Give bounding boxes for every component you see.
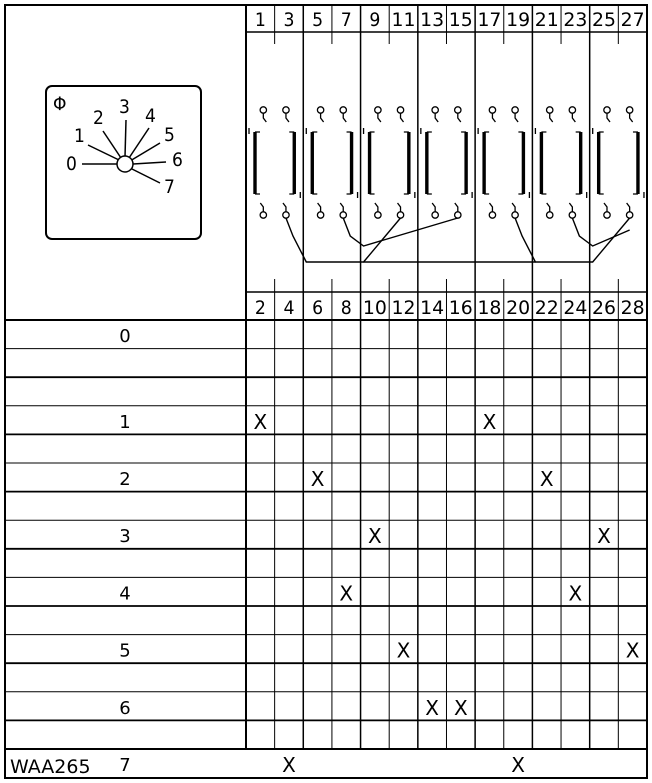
contact-closed-mark: X	[539, 467, 554, 491]
contact-bridge-wiring	[286, 218, 630, 262]
bottom-terminal-labels	[255, 297, 645, 319]
terminal-ring	[340, 107, 346, 113]
dial-position-label-1: 1	[74, 125, 85, 147]
contact-element	[478, 107, 529, 218]
terminal-lead	[398, 203, 401, 212]
terminal-ring	[604, 107, 610, 113]
bottom-terminal-number: 10	[362, 297, 387, 319]
terminal-lead	[547, 203, 550, 212]
position-label: 2	[119, 469, 131, 490]
terminal-ring	[432, 107, 438, 113]
terminal-ring	[317, 107, 323, 113]
terminal-lead	[435, 113, 438, 122]
bridge-wire	[572, 218, 629, 246]
terminal-lead	[401, 113, 404, 122]
contact-element	[249, 107, 300, 218]
table-row	[119, 524, 611, 548]
terminal-lead	[432, 203, 435, 212]
terminal-ring	[283, 107, 289, 113]
terminal-ring	[260, 107, 266, 113]
position-label: 0	[119, 326, 131, 347]
contact-closed-mark: X	[511, 753, 525, 777]
terminal-lead	[455, 203, 458, 212]
terminal-ring	[512, 212, 518, 218]
contact-element	[364, 107, 415, 218]
contact-closed-mark: X	[253, 409, 268, 434]
top-terminal-number: 17	[477, 9, 502, 31]
contact-closed-mark: X	[625, 638, 640, 663]
terminal-lead	[378, 113, 381, 122]
top-terminal-labels	[255, 9, 645, 31]
contact-closed-mark: X	[597, 524, 611, 549]
top-terminal-number: 15	[448, 9, 473, 31]
terminal-ring	[375, 212, 381, 218]
contact-elements	[249, 107, 644, 218]
contact-closed-mark: X	[368, 524, 382, 549]
top-terminal-number: 11	[391, 9, 416, 31]
terminal-lead	[343, 113, 346, 122]
terminal-lead	[512, 203, 515, 212]
contact-closed-mark: X	[339, 581, 354, 606]
dial-center-knob	[117, 156, 133, 172]
terminal-ring	[547, 107, 553, 113]
terminal-lead	[283, 203, 286, 212]
terminal-lead	[515, 113, 518, 122]
terminal-lead	[318, 203, 321, 212]
contact-element	[306, 107, 357, 218]
terminal-lead	[321, 113, 324, 122]
terminal-ring	[375, 107, 381, 113]
contact-closed-mark: X	[282, 753, 296, 777]
terminal-lead	[286, 113, 289, 122]
terminal-ring	[397, 212, 403, 218]
bottom-terminal-number: 8	[340, 297, 352, 319]
terminal-ring	[489, 107, 495, 113]
contact-closed-mark: X	[482, 409, 497, 434]
terminal-lead	[569, 203, 572, 212]
contact-closed-mark: X	[425, 695, 440, 720]
position-table	[119, 326, 640, 777]
terminal-lead	[458, 113, 461, 122]
contact-closed-mark: X	[310, 467, 325, 491]
bottom-terminal-number: 6	[312, 297, 324, 319]
table-row	[119, 326, 130, 347]
bottom-terminal-number: 28	[620, 297, 645, 319]
terminal-lead	[550, 113, 553, 122]
contact-closed-mark: X	[396, 638, 411, 663]
top-terminal-number: 5	[312, 9, 324, 31]
dial-position-label-7: 7	[164, 176, 175, 198]
contact-element	[535, 107, 586, 218]
terminal-ring	[397, 107, 403, 113]
top-terminal-number: 27	[620, 9, 645, 31]
bottom-terminal-number: 14	[420, 297, 445, 319]
terminal-ring	[489, 212, 495, 218]
bottom-terminal-number: 22	[534, 297, 559, 319]
dial-phi-symbol: Φ	[53, 93, 67, 115]
bottom-terminal-number: 26	[592, 297, 616, 319]
rotary-dial-symbol	[46, 86, 201, 239]
terminal-lead	[375, 203, 378, 212]
diagram-code: WAA265	[10, 756, 91, 778]
contact-element	[421, 107, 472, 218]
bottom-terminal-number: 20	[506, 297, 531, 319]
bottom-terminal-number: 16	[448, 297, 473, 319]
top-terminal-number: 25	[592, 9, 616, 31]
terminal-ring	[455, 107, 461, 113]
dial-position-label-4: 4	[145, 105, 156, 127]
terminal-lead	[604, 203, 607, 212]
position-label: 4	[119, 583, 131, 605]
dial-position-label-0: 0	[66, 153, 77, 175]
bottom-terminal-number: 2	[254, 297, 266, 319]
position-label: 6	[119, 697, 131, 719]
terminal-ring	[626, 212, 632, 218]
contact-element	[593, 107, 644, 218]
bottom-terminal-number: 4	[283, 297, 295, 319]
top-terminal-number: 19	[506, 9, 531, 31]
position-label: 1	[119, 411, 131, 433]
dial-position-label-3: 3	[119, 96, 130, 118]
terminal-lead	[340, 203, 343, 212]
terminal-lead	[607, 113, 610, 122]
terminal-ring	[432, 212, 438, 218]
contact-closed-mark: X	[453, 695, 468, 720]
contact-closed-mark: X	[568, 581, 583, 606]
terminal-ring	[604, 212, 610, 218]
bottom-terminal-number: 18	[477, 297, 502, 319]
top-terminal-number: 3	[283, 9, 295, 31]
position-label: 5	[119, 640, 131, 662]
table-row	[119, 467, 554, 491]
terminal-ring	[569, 107, 575, 113]
table-row	[119, 696, 468, 720]
terminal-ring	[626, 107, 632, 113]
table-row	[119, 753, 525, 777]
top-terminal-number: 13	[420, 9, 445, 31]
terminal-lead	[260, 203, 263, 212]
bottom-terminal-number: 24	[563, 297, 588, 319]
bottom-terminal-number: 12	[391, 297, 416, 319]
terminal-lead	[492, 113, 495, 122]
dial-position-label-5: 5	[164, 124, 175, 146]
table-row	[119, 410, 496, 434]
table-row	[119, 581, 582, 605]
dial-position-label-6: 6	[172, 149, 183, 171]
terminal-lead	[627, 203, 630, 212]
terminal-ring	[547, 212, 553, 218]
dial-position-label-2: 2	[93, 107, 104, 129]
terminal-lead	[489, 203, 492, 212]
terminal-ring	[512, 107, 518, 113]
terminal-lead	[263, 113, 266, 122]
top-terminal-number: 9	[369, 9, 381, 31]
top-terminal-number: 23	[563, 9, 588, 31]
terminal-ring	[317, 212, 323, 218]
position-label: 7	[119, 755, 131, 776]
terminal-ring	[260, 212, 266, 218]
terminal-ring	[340, 212, 346, 218]
top-terminal-number: 1	[254, 9, 266, 31]
terminal-ring	[569, 212, 575, 218]
terminal-ring	[455, 212, 461, 218]
position-table-grid	[5, 349, 647, 749]
table-row	[119, 639, 640, 663]
terminal-ring	[283, 212, 289, 218]
position-label: 3	[119, 526, 131, 548]
top-terminal-number: 7	[340, 9, 352, 31]
terminal-lead	[572, 113, 575, 122]
dial-pointer-rays	[82, 120, 166, 183]
terminal-lead	[630, 113, 633, 122]
top-terminal-number: 21	[534, 9, 559, 31]
